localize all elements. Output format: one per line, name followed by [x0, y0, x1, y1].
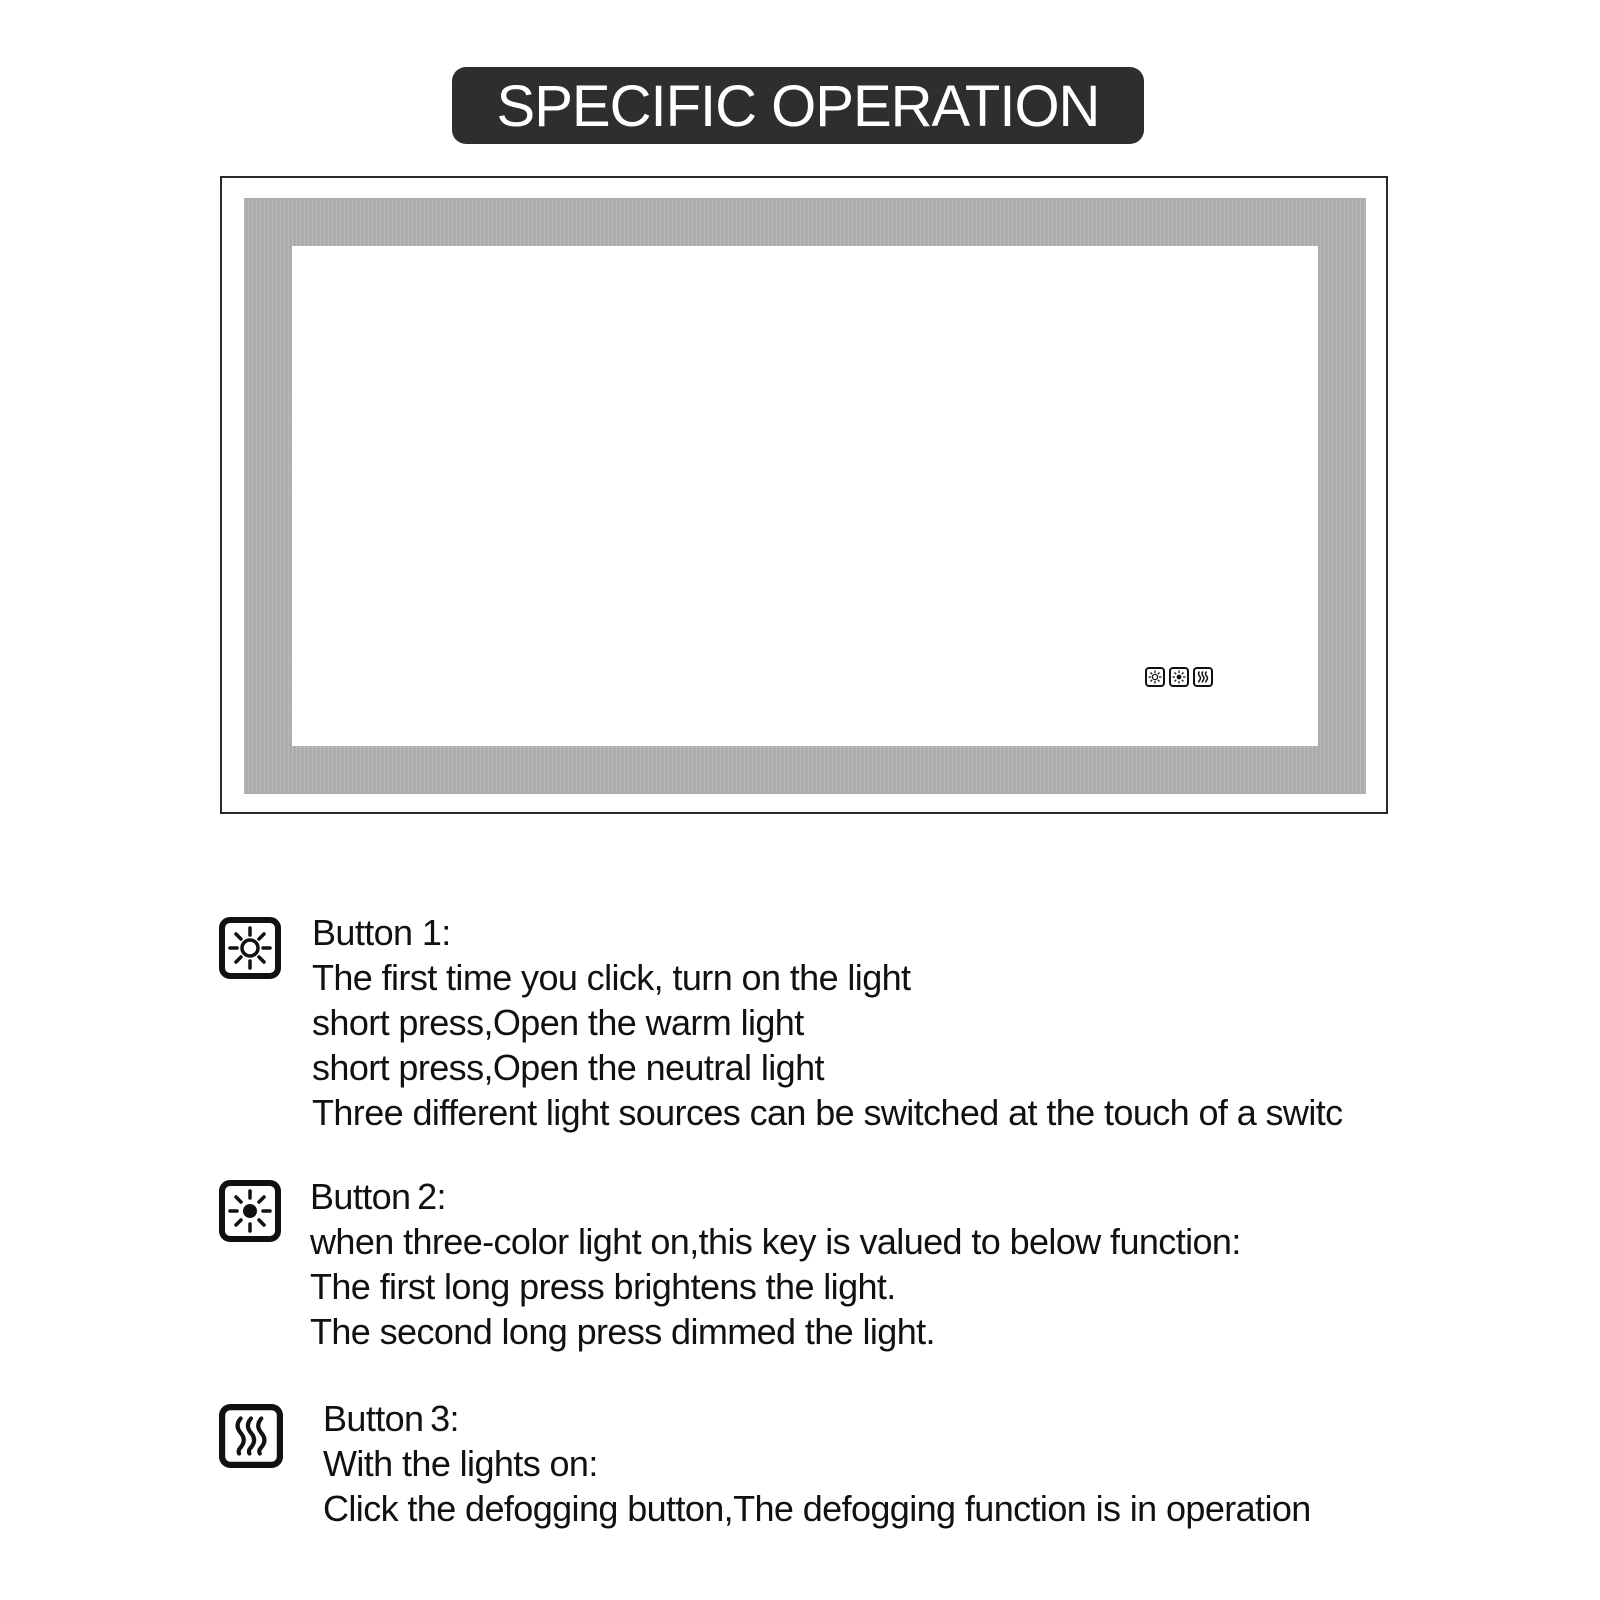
page-title: SPECIFIC OPERATION	[496, 74, 1100, 139]
sun-light-icon	[219, 917, 281, 979]
button-2-text	[310, 1174, 1241, 1354]
mirror-touch-buttons	[1145, 667, 1217, 687]
button-1-text	[312, 910, 1343, 1135]
button-1-line: short press,Open the neutral light	[312, 1047, 824, 1088]
dimmer-light-icon	[1169, 667, 1189, 687]
button-3-text	[323, 1396, 1311, 1531]
dimmer-light-icon	[219, 1180, 281, 1242]
button-2-line: when three-color light on,this key is valued to below function:	[310, 1221, 1241, 1262]
button-3-line: With the lights on:	[323, 1443, 598, 1484]
button-1-line: Three different light sources can be switched at the touch of a switc	[312, 1092, 1343, 1133]
button-1-line: The first time you click, turn on the light	[312, 957, 911, 998]
button-2-line: The first long press brightens the light.	[310, 1266, 896, 1307]
title-banner	[452, 67, 1144, 144]
button-3-line: Click the defogging button,The defogging function is in operation	[323, 1488, 1311, 1529]
sun-light-icon	[1145, 667, 1165, 687]
defog-icon	[1193, 667, 1213, 687]
button-1-title: Button 1:	[312, 912, 451, 953]
button-3-title: Button 3:	[323, 1398, 459, 1439]
mirror-led-frame	[244, 198, 1366, 794]
mirror-illustration	[220, 176, 1388, 814]
defog-icon	[219, 1404, 283, 1468]
button-1-line: short press,Open the warm light	[312, 1002, 804, 1043]
mirror-glass	[292, 246, 1318, 746]
button-2-title: Button 2:	[310, 1176, 446, 1217]
button-2-line: The second long press dimmed the light.	[310, 1311, 935, 1352]
